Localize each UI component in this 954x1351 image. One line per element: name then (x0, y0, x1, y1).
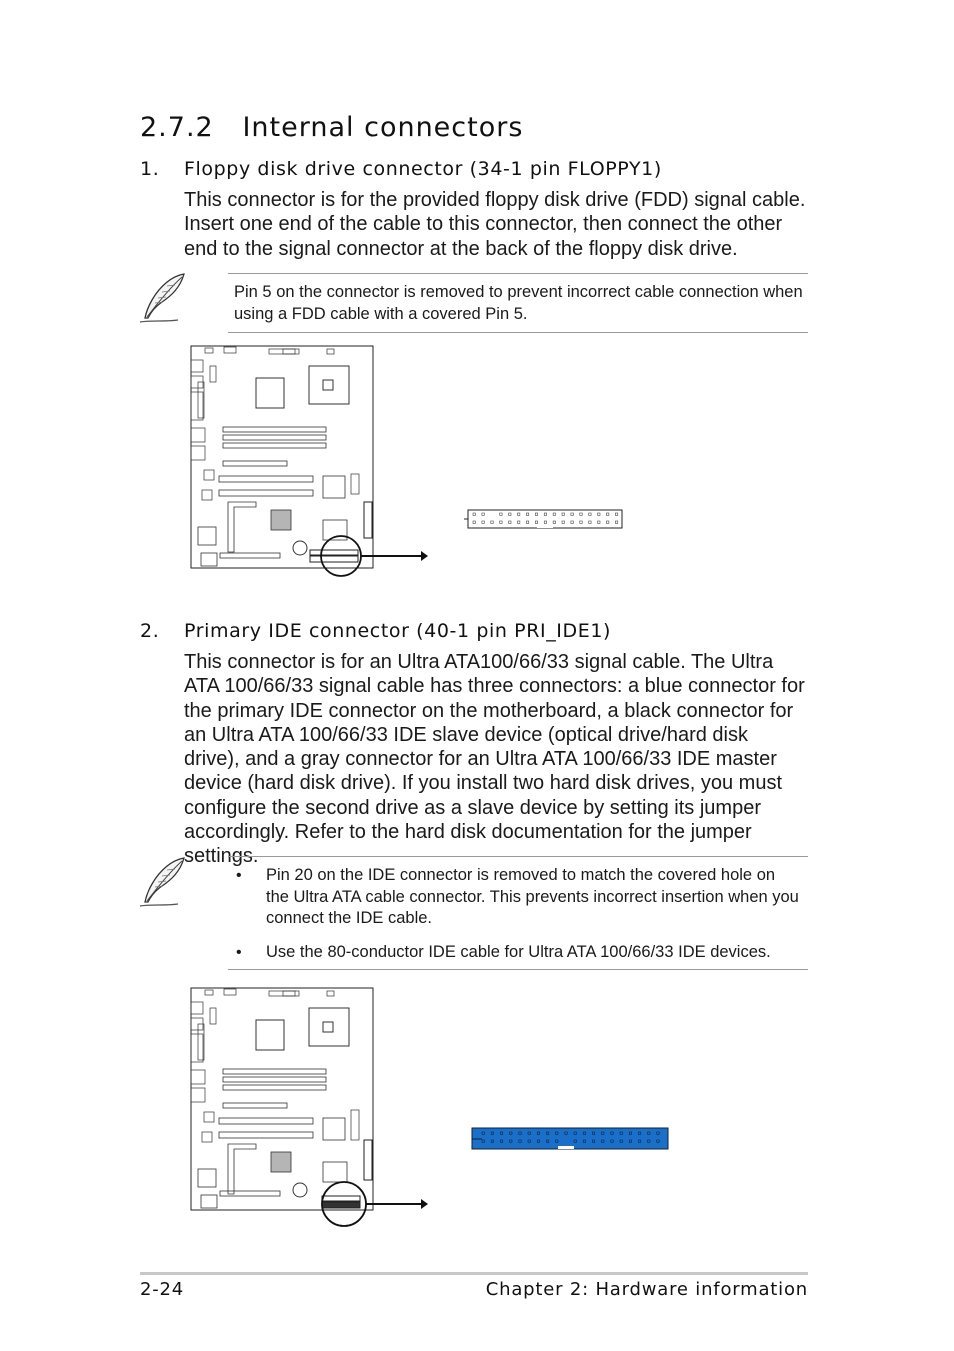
item-2-heading (140, 620, 611, 642)
connector-pin (537, 1132, 539, 1134)
connector-pin (482, 1132, 484, 1134)
item-1-body: This connector is for the provided floppy disk drive (FDD) signal cable. Insert one end of the cable to this connector, then connect the other end to the signal connector at the back of the floppy disk drive. (184, 189, 806, 260)
connector-pin (589, 521, 591, 523)
motherboard-diagram-ide (186, 984, 436, 1234)
connector-pin (482, 513, 484, 515)
item-1-number: 1. (140, 158, 160, 180)
motherboard-diagram-floppy (186, 342, 436, 582)
connector-pin (500, 1140, 502, 1142)
connector-pin (571, 521, 573, 523)
connector-pin (565, 1132, 567, 1134)
footer-page-number: 2-24 (140, 1279, 185, 1300)
connector-pin (607, 513, 609, 515)
floppy-connector-detail (464, 508, 626, 532)
connector-pin (657, 1132, 659, 1134)
connector-pin (562, 521, 564, 523)
feather-pen-icon (138, 854, 190, 910)
ide-connector-detail (470, 1126, 670, 1152)
connector-pin (629, 1140, 631, 1142)
connector-pin (553, 521, 555, 523)
connector-pin (537, 1140, 539, 1142)
connector-pin (602, 1132, 604, 1134)
item-1-heading-text: Floppy disk drive connector (34-1 pin FLOPPY1) (184, 158, 662, 180)
connector-pin (556, 1140, 558, 1142)
connector-pin (574, 1132, 576, 1134)
connector-pin (574, 1140, 576, 1142)
connector-pin (556, 1132, 558, 1134)
note-box-1 (228, 273, 808, 333)
connector-pin (615, 521, 617, 523)
connector-pin (500, 521, 502, 523)
connector-pin (583, 1140, 585, 1142)
connector-pin (571, 513, 573, 515)
connector-pin (562, 513, 564, 515)
connector-pin (510, 1132, 512, 1134)
connector-pin (528, 1132, 530, 1134)
connector-pin (611, 1132, 613, 1134)
footer-chapter: Chapter 2: Hardware information (485, 1279, 808, 1300)
connector-pin (589, 513, 591, 515)
connector-pin (602, 1140, 604, 1142)
connector-pin (544, 521, 546, 523)
connector-pin (629, 1132, 631, 1134)
connector-pin (620, 1140, 622, 1142)
connector-pin (580, 513, 582, 515)
connector-pin (526, 521, 528, 523)
connector-pin (509, 521, 511, 523)
connector-pin (615, 513, 617, 515)
connector-pin (553, 513, 555, 515)
note-2-bullet-2: • Use the 80-conductor IDE cable for Ultra ATA 100/66/33 IDE devices. (228, 942, 800, 964)
connector-pin (518, 521, 520, 523)
connector-pin (546, 1140, 548, 1142)
connector-pin (528, 1140, 530, 1142)
section-title (140, 112, 523, 143)
note-2-bullet-1: • Pin 20 on the IDE connector is removed to match the covered hole on the Ultra ATA cable connector. This prevents incorrect insertion when you connect the IDE cable. (228, 865, 800, 930)
connector-pin (500, 1132, 502, 1134)
connector-pin (546, 1132, 548, 1134)
connector-pin (482, 1140, 484, 1142)
connector-pin (638, 1140, 640, 1142)
connector-pin (580, 521, 582, 523)
connector-pin (535, 521, 537, 523)
connector-pin (607, 521, 609, 523)
footer-rule (140, 1272, 808, 1275)
section-number: 2.7.2 (140, 112, 214, 143)
connector-pin (519, 1132, 521, 1134)
connector-pin (509, 513, 511, 515)
connector-pin (518, 513, 520, 515)
connector-pin (611, 1140, 613, 1142)
connector-pin (519, 1140, 521, 1142)
connector-pin (510, 1140, 512, 1142)
connector-pin (657, 1140, 659, 1142)
feather-pen-icon (138, 270, 190, 326)
item-2-number: 2. (140, 620, 160, 642)
item-2-body: This connector is for an Ultra ATA100/66/33 signal cable. The Ultra ATA 100/66/33 signal cable has three connectors: a blue connector for the primary IDE connector on the motherboard, a black connector for an Ultra ATA 100/66/33 IDE slave device (optical drive/hard disk drive), and a gray connector for an Ultra ATA 100/66/33 IDE master device (hard disk drive). If you install two hard disk drives, you must configure the second drive as a slave device by setting its jumper accordingly. Refer to the hard disk documentation for the jumper settings. (184, 651, 805, 868)
connector-pin (592, 1132, 594, 1134)
note-box-2 (228, 856, 808, 970)
connector-pin (638, 1132, 640, 1134)
connector-pin (535, 513, 537, 515)
note-1-text: Pin 5 on the connector is removed to prevent incorrect cable connection when using a FDD cable with a covered Pin 5. (234, 283, 803, 323)
connector-pin (583, 1132, 585, 1134)
connector-pin (598, 521, 600, 523)
connector-pin (648, 1140, 650, 1142)
connector-pin (598, 513, 600, 515)
connector-pin (491, 521, 493, 523)
connector-pin (500, 513, 502, 515)
connector-pin (491, 1132, 493, 1134)
connector-pin (473, 521, 475, 523)
item-1-heading (140, 158, 662, 180)
connector-pin (592, 1140, 594, 1142)
connector-pin (648, 1132, 650, 1134)
item-2-heading-text: Primary IDE connector (40-1 pin PRI_IDE1) (184, 620, 612, 642)
note-2-list (228, 865, 800, 963)
connector-pin (482, 521, 484, 523)
connector-pin (620, 1132, 622, 1134)
connector-pin (491, 1140, 493, 1142)
section-title-text: Internal connectors (242, 112, 524, 143)
connector-pin (526, 513, 528, 515)
connector-pin (544, 513, 546, 515)
connector-pin (473, 513, 475, 515)
